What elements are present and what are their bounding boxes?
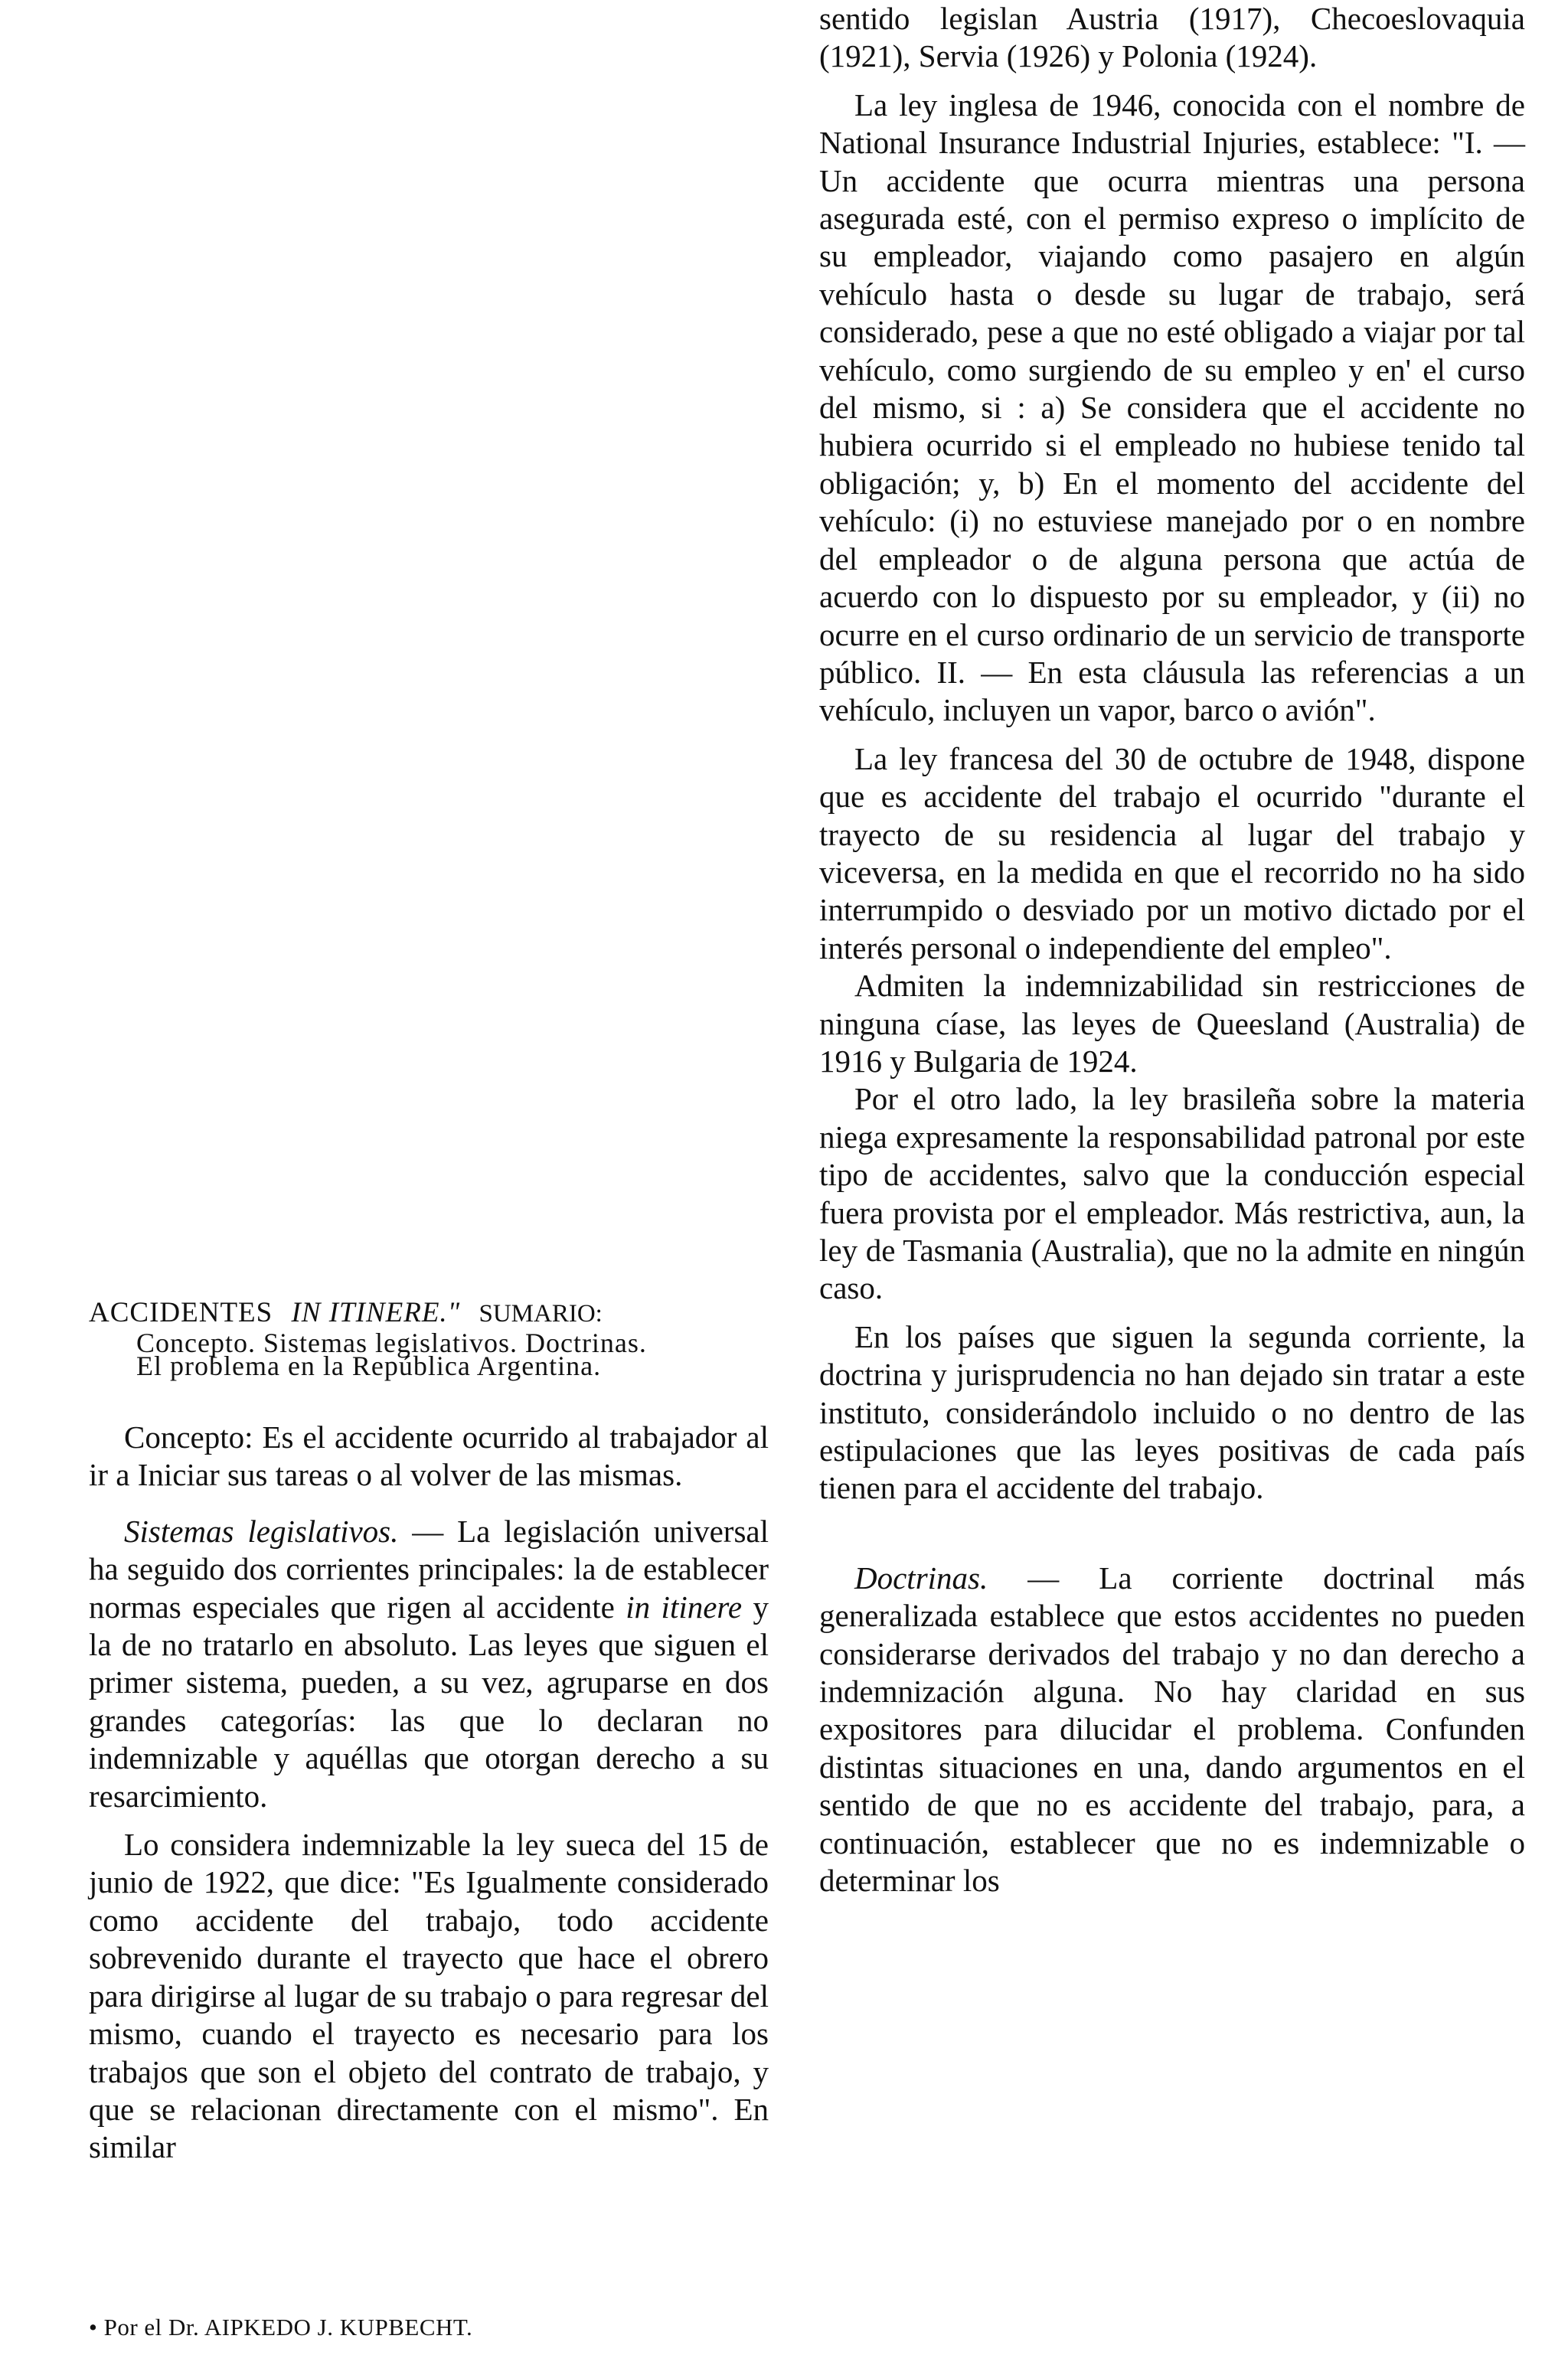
paragraph-segunda-corriente: En los países que siguen la segunda corriente, la doctrina y jurisprudencia no han dejado sin tratar a este instituto, considerándolo incluido o no dentro de las estipulaciones que las leyes positivas de cada país tienen para el accidente del trabajo.	[819, 1318, 1525, 1506]
paragraph-continuation: sentido legislan Austria (1917), Checoeslovaquia (1921), Servia (1926) y Polonia (1924).	[819, 1, 1525, 74]
sistemas-label: Sistemas legislativos.	[124, 1513, 399, 1549]
sumario-line-2: El problema en la República Argentina.	[136, 1351, 602, 1381]
doctrinas-text: — La corriente doctrinal más generalizada establece que estos accidentes no pueden considerarse derivados del trabajo y no dan derecho a indemnización alguna. No hay claridad en sus expositores para dilucidar el problema. Confunden distintas situaciones en una, dando argumentos en el sentido de que no es accidente del trabajo, para, a continuación, establecer que no es indemnizable o determinar los	[819, 1560, 1525, 1899]
sistemas-italic: in itinere	[626, 1589, 743, 1625]
paragraph-ley-brasilena: Por el otro lado, la ley brasileña sobre la materia niega expresamente la responsabilidad patronal por este tipo de accidentes, salvo que la conducción especial fuera provista por el empleador. Más restrictiva, aun, la ley de Tasmania (Australia), que no la admite en ningún caso.	[819, 1081, 1525, 1306]
paragraph-sistemas	[89, 1513, 769, 1815]
right-column	[819, 0, 1525, 1900]
article-title: ACCIDENTES	[89, 1297, 273, 1328]
author-footnote: • Por el Dr. AIPKEDO J. KUPBECHT.	[89, 2314, 473, 2340]
left-column	[89, 1419, 769, 2167]
sumario-line-1: Concepto. Sistemas legislativos. Doctrinas.	[136, 1328, 647, 1358]
doctrinas-label: Doctrinas.	[854, 1560, 988, 1596]
sistemas-text-2: y la de no tratarlo en absoluto. Las leyes que siguen el primer sistema, pueden, a su vez, agruparse en dos grandes categorías: las que lo declaran no indemnizable y aquéllas que otorgan derecho a su resarcimiento.	[89, 1589, 769, 1814]
article-title-line	[89, 1295, 769, 1331]
article-title-italic: IN ITINERE."	[291, 1297, 461, 1328]
sistemas-text-1: — La legislación universal ha seguido dos corrientes principales: la de establecer normas especiales que rigen al accidente	[89, 1513, 769, 1625]
paragraph-ley-francesa: La ley francesa del 30 de octubre de 1948, dispone que es accidente del trabajo el ocurrido "durante el trayecto de su residencia al lugar del trabajo y viceversa, en la medida en que el recorrido no ha sido interrumpido o desviado por un motivo dictado por el interés personal o independiente del empleo".	[819, 740, 1525, 965]
paragraph-ley-sueca: Lo considera indemnizable la ley sueca del 15 de junio de 1922, que dice: "Es Igualmente considerado como accidente del trabajo, todo accidente sobrevenido durante el trayecto que hace el obrero para dirigirse al lugar de su trabajo o para regresar del mismo, cuando el trayecto es necesario para los trabajos que son el objeto del contrato de trabajo, y que se relacionan directamente con el mismo". En similar	[89, 1827, 769, 2165]
article-heading	[89, 1295, 769, 1381]
paragraph-concepto: Concepto: Es el accidente ocurrido al trabajador al ir a Iniciar sus tareas o al volver de las mismas.	[89, 1419, 769, 1493]
paragraph-ley-inglesa: La ley inglesa de 1946, conocida con el nombre de National Insurance Industrial Injuries, establece: "I. — Un accidente que ocurra mientras una persona asegurada esté, con el permiso expreso o implícito de su empleador, viajando como pasajero en algún vehículo hasta o desde su lugar de trabajo, será considerado, pese a que no esté obligado a viajar por tal vehículo, como surgiendo de su empleo y en' el curso del mismo, si : a) Se considera que el accidente no hubiera ocurrido si el empleado no hubiese tenido tal obligación; y, b) En el momento del accidente del vehículo: (i) no estuviese manejado por o en nombre del empleador o de alguna persona que actúa de acuerdo con lo dispuesto por su empleador, y (ii) no ocurre en el curso ordinario de un servicio de transporte público. II. — En esta cláusula las referencias a un vehículo, incluyen un vapor, barco o avión".	[819, 87, 1525, 728]
paragraph-doctrinas	[819, 1560, 1525, 1900]
sumario-label: SUMARIO:	[479, 1300, 603, 1328]
paragraph-admiten: Admiten la indemnizabilidad sin restricciones de ninguna cíase, las leyes de Queesland (Australia) de 1916 y Bulgaria de 1924.	[819, 968, 1525, 1079]
